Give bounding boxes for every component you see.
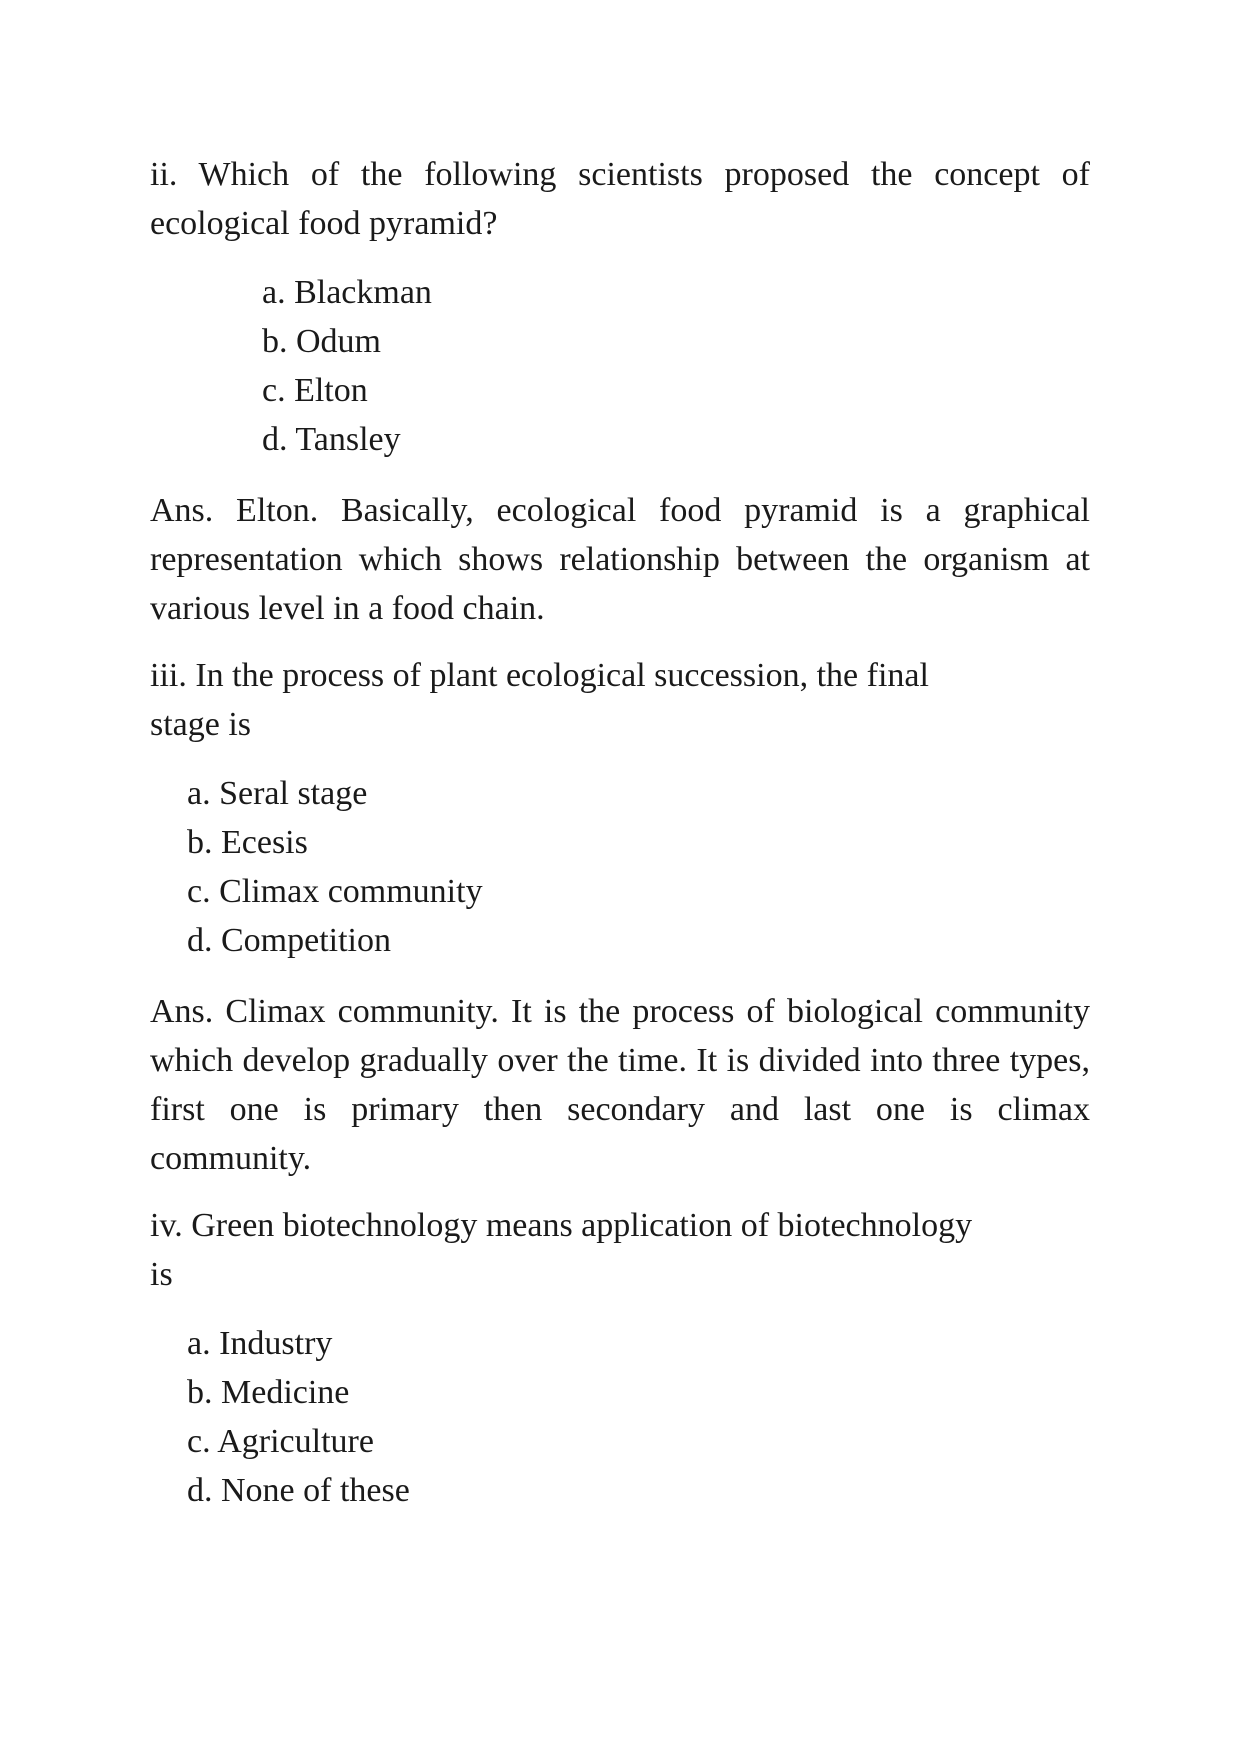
options-ii [150,268,1090,464]
option-ii-d: d. Tansley [262,421,401,458]
option-iii-c: c. Climax community [187,873,483,910]
option-iv-a: a. Industry [187,1325,333,1362]
question-iii-line2: stage is [150,706,252,743]
question-iii-line1: iii. In the process of plant ecological succession, the final [150,657,929,694]
question-iv-line1: iv. Green biotechnology means application of biotechnology [150,1207,973,1244]
option-iii-d: d. Competition [187,922,391,959]
options-iv [150,1319,1090,1515]
option-ii-b: b. Odum [262,323,381,360]
question-iii [150,651,1090,749]
document-page [150,150,1090,1515]
option-ii-a: a. Blackman [262,274,432,311]
option-ii-c: c. Elton [262,372,368,409]
option-iv-d: d. None of these [187,1472,410,1509]
answer-ii: Ans. Elton. Basically, ecological food pyramid is a graphical representation which shows relationship between the organism at various level in a food chain. [150,492,1090,627]
question-ii: ii. Which of the following scientists proposed the concept of ecological food pyramid? [150,156,1090,242]
options-iii [150,769,1090,965]
option-iii-b: b. Ecesis [187,824,308,861]
option-iv-b: b. Medicine [187,1374,350,1411]
answer-iii: Ans. Climax community. It is the process of biological community which develop gradually over the time. It is divided into three types, first one is primary then secondary and last one is climax community. [150,993,1090,1177]
question-iv-line2: is [150,1256,173,1293]
option-iv-c: c. Agriculture [187,1423,374,1460]
question-iv [150,1201,1090,1299]
option-iii-a: a. Seral stage [187,775,368,812]
